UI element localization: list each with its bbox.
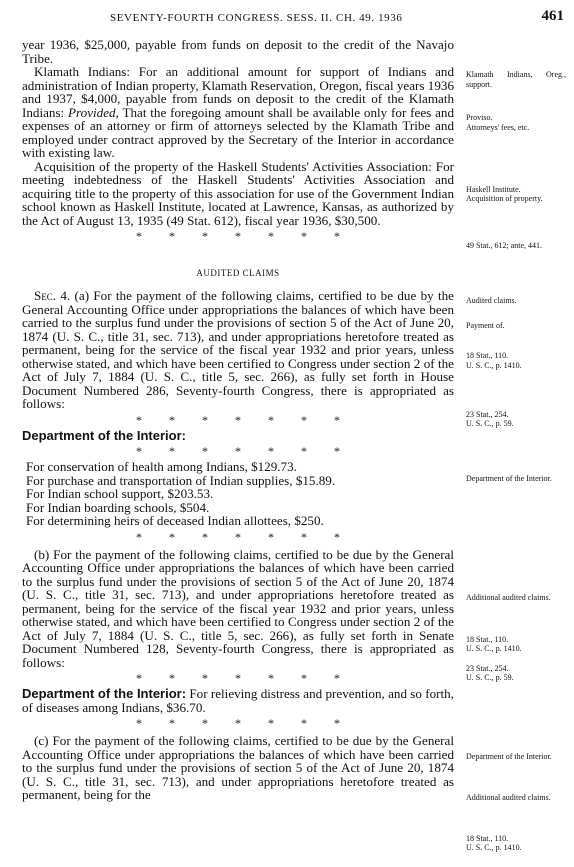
margin-note-stat49: 49 Stat., 612; ante, 441. [466, 241, 542, 250]
omission-stars: * * * * * * * [136, 444, 340, 458]
margin-note-dept: Department of the Interior. [466, 752, 552, 761]
margin-note-additional: Additional audited claims. [466, 593, 551, 602]
sec4-text: (a) For the payment of the following claims, certified to be due by the General Accounting Office under appropriations the balances of which have been carried to the surplus fund under the provisions of section 5 of the Act of June 20, 1874 (U. S. C., title 31, sec. 713), and under appropriations heretofore treated as permanent, being for the service of the fiscal year 1932 and prior years, unless otherwise stated, and which have been certified to Congress under section 2 of the Act of July 7, 1884 (U. S. C., title 5, sec. 266), as fully set forth in House Document Numbered 286, Seventy-fourth Congress, there is appropriated as follows: [22, 288, 454, 411]
section-heading: AUDITED CLAIMS [196, 268, 280, 278]
provided-word: Provided, [68, 104, 119, 120]
margin-note-proviso: Proviso. [466, 113, 493, 122]
paragraph-c: (c) For the payment of the following claims, certified to be due by the General Accounting Office under appropriations the balances of which have been carried to the surplus fund under the provisions of section 5 of the Act of June 20, 1874 (U. S. C., title 31, sec. 713), and under appropriations heretofore treated as permanent, being for the [22, 733, 454, 802]
list-item: For Indian school support, $203.53. [26, 486, 214, 501]
omission-stars: * * * * * * * [136, 716, 340, 730]
paragraph-b: (b) For the payment of the following claims, certified to be due by the General Accounting Office under appropriations the balances of which have been carried to the surplus fund under the provisions of section 5 of the Act of June 20, 1874 (U. S. C., title 31, sec. 713), and under appropriations heretofore treated as permanent, being for the service of the fiscal year 1932 and prior years, unless otherwise stated, and which have been certified to Congress under section 2 of the Act of July 7, 1884 (U. S. C., title 5, sec. 266), as fully set forth in Senate Document Numbered 128, Seventy-fourth Congress, there is appropriated as follows: [22, 546, 454, 670]
margin-note-usc1410: U. S. C., p. 1410. [466, 843, 522, 852]
margin-note-acquisition: Acquisition of property. [466, 194, 543, 203]
omission-stars: * * * * * * * [136, 529, 340, 544]
dept-title: Department of the Interior: [22, 427, 186, 443]
omission-stars: * * * * * * * [136, 671, 340, 685]
margin-note-stat23: 23 Stat., 254. [466, 410, 509, 419]
sec4-lead: Sec. 4. [34, 288, 71, 303]
margin-note-stat18: 18 Stat., 110. [466, 834, 509, 843]
margin-note-usc59: U. S. C., p. 59. [466, 673, 514, 682]
paragraph-klamath [22, 65, 454, 160]
list-item: For purchase and transportation of Indian supplies, $15.89. [26, 472, 336, 488]
list-item: For conservation of health among Indians, $129.73. [26, 459, 297, 474]
omission-stars: * * * * * * * [136, 412, 340, 427]
dept-paragraph-2 [22, 687, 454, 714]
margin-note-attorneys: Attorneys' fees, etc. [466, 123, 530, 132]
page-number: 461 [541, 8, 564, 24]
margin-note-stat18: 18 Stat., 110. [466, 351, 509, 360]
paragraph-sec4 [22, 289, 454, 411]
margin-note-payment: Payment of. [466, 321, 505, 330]
list-item: For Indian boarding schools, $504. [26, 499, 210, 515]
margin-note-haskell: Haskell Institute. [466, 185, 521, 194]
margin-note-usc1410: U. S. C., p. 1410. [466, 361, 522, 370]
klamath-text: Klamath Indians: For an additional amount for support of Indians and administration of Indian property, Klamath Reservation, Oregon, fiscal years 1936 and 1937, $4,000, payable from funds on deposit to the credit of the Klamath Indians: [22, 64, 454, 120]
margin-note-usc1410: U. S. C., p. 1410. [466, 644, 522, 653]
margin-note-audited: Audited claims. [466, 296, 517, 305]
klamath-proviso-text: That the foregoing amount shall be available only for fees and expenses of an attorney or firm of attorneys selected by the Klamath Tribe and employed under contract approved by the Secretary of the Interior in accordance with existing law. [22, 104, 454, 160]
paragraph-haskell: Acquisition of the property of the Haskell Students' Activities Association: For meeting indebtedness of the Haskell Students' Activities Association and acquiring title to the property of this association for use of the Government Indian school known as Haskell Institute, located at Lawrence, Kansas, as authorized by the Act of August 13, 1935 (49 Stat. 612), fiscal year 1936, $30,500. [22, 158, 454, 228]
dept2-text: For relieving distress and prevention, and so forth, of diseases among Indians, $36.70. [22, 686, 454, 715]
omission-stars: * * * * * * * [136, 229, 340, 243]
margin-note-klamath: Klamath Indians, Oreg., support. [466, 70, 566, 89]
margin-note-additional: Additional audited claims. [466, 793, 551, 802]
running-head: SEVENTY-FOURTH CONGRESS. SESS. II. CH. 49. 1936 [110, 12, 403, 24]
margin-note-usc59: U. S. C., p. 59. [466, 419, 514, 428]
margin-note-dept: Department of the Interior. [466, 474, 552, 483]
main-text [22, 38, 454, 802]
paragraph-navajo: year 1936, $25,000, payable from funds on deposit to the credit of the Navajo Tribe. [22, 37, 454, 66]
running-header [0, 10, 574, 30]
margin-note-stat23: 23 Stat., 254. [466, 664, 509, 673]
list-item: For determining heirs of deceased Indian allottees, $250. [26, 513, 324, 528]
margin-note-stat18: 18 Stat., 110. [466, 635, 509, 644]
dept-heading-1 [22, 429, 454, 443]
dept-title: Department of the Interior: [22, 686, 187, 701]
